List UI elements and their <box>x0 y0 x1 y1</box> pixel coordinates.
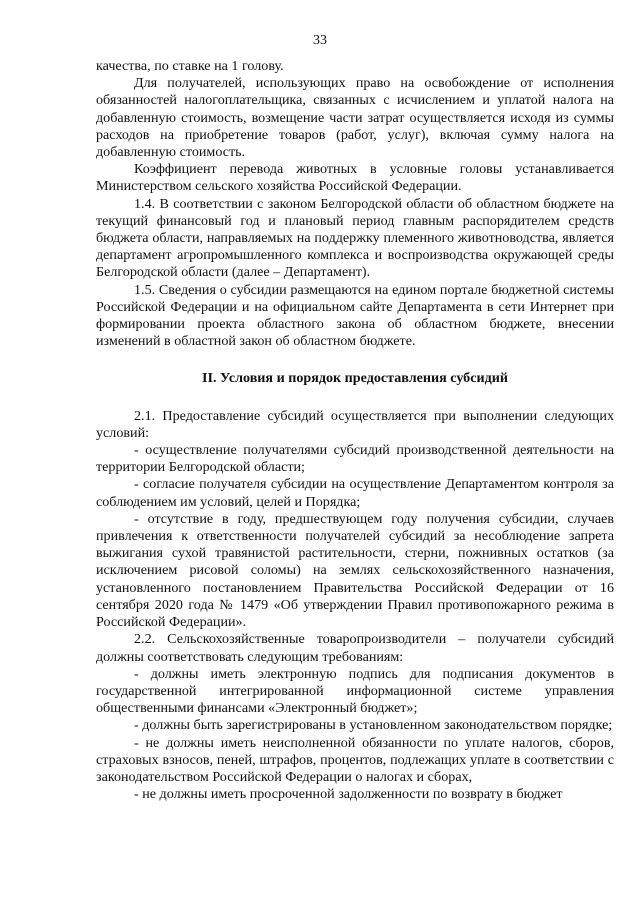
paragraph: Коэффициент перевода животных в условные головы устанавливается Министерством сельского хозяйства Российской Федерации. <box>96 161 614 195</box>
paragraph: качества, по ставке на 1 голову. <box>96 58 284 74</box>
list-item: - не должны иметь просроченной задолженности по возврату в бюджет <box>134 786 563 803</box>
list-item: - должны иметь электронную подпись для подписания документов в государственной интегрированной информационной системе управления общественными финансами «Электронный бюджет»; <box>96 665 614 717</box>
document-body <box>96 58 614 803</box>
paragraph: Для получателей, использующих право на освобождение от исполнения обязанностей налогоплательщика, связанных с исчислением и уплатой налога на добавленную стоимость, возмещение части затрат осуществляется исходя из суммы расходов на приобретение товаров (работ, услуг), включая сумму налога на добавленную стоимость. <box>96 75 614 161</box>
list-item: - осуществление получателями субсидий производственной деятельности на территории Белгородской области; <box>96 442 614 476</box>
paragraph: 1.5. Сведения о субсидии размещаются на едином портале бюджетной системы Российской Федерации и на официальном сайте Департамента в сети Интернет при формировании проекта областного закона об областном бюджете, внесении изменений в областной закон об областном бюджете. <box>96 281 614 350</box>
section-heading: II. Условия и порядок предоставления субсидий <box>202 370 508 387</box>
paragraph: 2.2. Сельскохозяйственные товаропроизводители – получатели субсидий должны соответствовать следующим требованиям: <box>96 631 614 665</box>
paragraph: 1.4. В соответствии с законом Белгородской области об областном бюджете на текущий финансовый год и плановый период главным распорядителем средств бюджета области, направляемых на поддержку племенного животноводства, является департамент агропромышленного комплекса и воспроизводства окружающей среды Белгородской области (далее – Департамент). <box>96 195 614 281</box>
list-item: - должны быть зарегистрированы в установленном законодательством порядке; <box>134 717 613 734</box>
list-item: - не должны иметь неисполненной обязанности по уплате налогов, сборов, страховых взносов, пеней, штрафов, процентов, подлежащих уплате в соответствии с законодательством Российской Федерации о налогах и сборах, <box>96 734 614 785</box>
paragraph: 2.1. Предоставление субсидий осуществляется при выполнении следующих условий: <box>96 407 614 441</box>
page-number: 33 <box>313 33 327 48</box>
list-item: - отсутствие в году, предшествующем году получения субсидии, случаев привлечения к ответственности получателей субсидий за несоблюдение запрета выжигания сухой травянистой растительности, стерни, пожнивных остатков (за исключением рисовой соломы) на землях сельскохозяйственного назначения, установленного постановлением Правительства Российской Федерации от 16 сентября 2020 года № 1479 «Об утверждении Правил противопожарного режима в Российской Федерации». <box>96 510 614 631</box>
list-item: - согласие получателя субсидии на осуществление Департаментом контроля за соблюдением им условий, целей и Порядка; <box>96 476 614 510</box>
